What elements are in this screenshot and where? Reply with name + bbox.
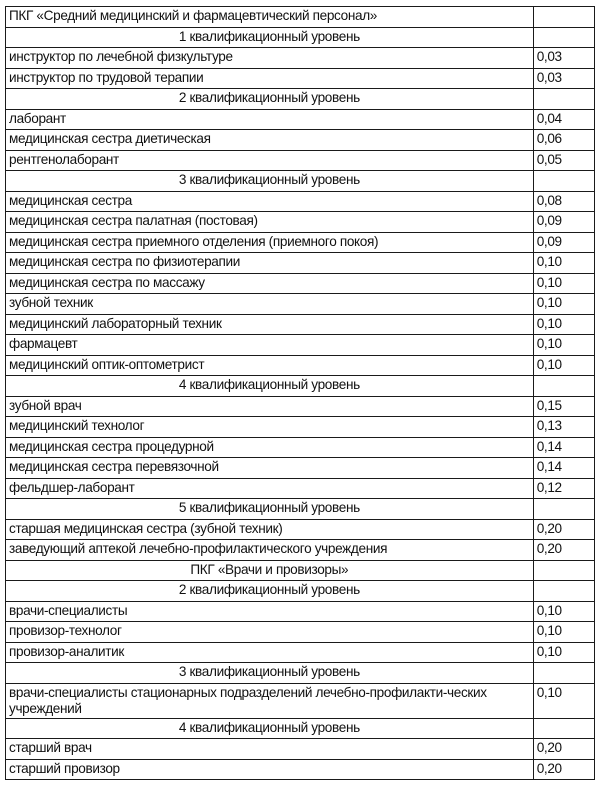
coefficient-value: 0,10: [533, 683, 594, 718]
empty-value-cell: [533, 171, 594, 192]
coefficient-value: 0,10: [533, 355, 594, 376]
table-row: [6, 212, 595, 233]
position-name: медицинская сестра по массажу: [6, 273, 534, 294]
empty-value-cell: [533, 7, 594, 28]
coefficient-value: 0,20: [533, 519, 594, 540]
coefficient-value: 0,09: [533, 212, 594, 233]
coefficient-value: 0,13: [533, 417, 594, 438]
coefficient-value: 0,08: [533, 191, 594, 212]
coefficient-value: 0,10: [533, 273, 594, 294]
coefficient-value: 0,20: [533, 739, 594, 760]
table-row: [6, 335, 595, 356]
table-row: [6, 191, 595, 212]
table-row: [6, 601, 595, 622]
level-header-label: 1 квалификационный уровень: [6, 27, 534, 48]
level-header-row: [6, 376, 595, 397]
level-header-row: [6, 89, 595, 110]
coefficient-value: 0,10: [533, 622, 594, 643]
empty-value-cell: [533, 499, 594, 520]
table-row: [6, 150, 595, 171]
position-name: зубной врач: [6, 396, 534, 417]
position-name: медицинская сестра приемного отделения (приемного покоя): [6, 232, 534, 253]
coefficient-value: 0,05: [533, 150, 594, 171]
coefficient-value: 0,10: [533, 253, 594, 274]
empty-value-cell: [533, 27, 594, 48]
table-row: [6, 540, 595, 561]
table-row: [6, 519, 595, 540]
table-row: [6, 232, 595, 253]
table-row: [6, 109, 595, 130]
coefficient-value: 0,04: [533, 109, 594, 130]
coefficient-value: 0,03: [533, 68, 594, 89]
coefficient-value: 0,20: [533, 540, 594, 561]
empty-value-cell: [533, 560, 594, 581]
position-name: медицинская сестра диетическая: [6, 130, 534, 151]
level-header-label: 2 квалификационный уровень: [6, 89, 534, 110]
position-name: лаборант: [6, 109, 534, 130]
level-header-label: 3 квалификационный уровень: [6, 171, 534, 192]
table-row: [6, 253, 595, 274]
coefficient-value: 0,10: [533, 601, 594, 622]
level-header-label: 5 квалификационный уровень: [6, 499, 534, 520]
position-name: медицинская сестра по физиотерапии: [6, 253, 534, 274]
empty-value-cell: [533, 718, 594, 739]
table-row: [6, 273, 595, 294]
empty-value-cell: [533, 89, 594, 110]
table-row: [6, 68, 595, 89]
position-name: провизор-технолог: [6, 622, 534, 643]
level-header-row: [6, 499, 595, 520]
coefficient-value: 0,10: [533, 335, 594, 356]
empty-value-cell: [533, 663, 594, 684]
level-header-row: [6, 663, 595, 684]
table-row: [6, 642, 595, 663]
group-header-label: ПКГ «Врачи и провизоры»: [6, 560, 534, 581]
position-name: медицинская сестра перевязочной: [6, 458, 534, 479]
empty-value-cell: [533, 376, 594, 397]
position-name: медицинский оптик-оптометрист: [6, 355, 534, 376]
position-name: рентгенолаборант: [6, 150, 534, 171]
position-name: фельдшер-лаборант: [6, 478, 534, 499]
table-row: [6, 355, 595, 376]
level-header-label: 3 квалификационный уровень: [6, 663, 534, 684]
coefficient-value: 0,12: [533, 478, 594, 499]
level-header-row: [6, 581, 595, 602]
coefficient-value: 0,15: [533, 396, 594, 417]
coefficient-value: 0,10: [533, 314, 594, 335]
coefficient-value: 0,10: [533, 642, 594, 663]
table-row: [6, 314, 595, 335]
group-header-row: [6, 7, 595, 28]
position-name: провизор-аналитик: [6, 642, 534, 663]
coefficient-value: 0,10: [533, 294, 594, 315]
position-name: старшая медицинская сестра (зубной техник): [6, 519, 534, 540]
table-row: [6, 437, 595, 458]
position-name: медицинский технолог: [6, 417, 534, 438]
group-header-row: [6, 560, 595, 581]
position-name: заведующий аптекой лечебно-профилактического учреждения: [6, 540, 534, 561]
position-name: старший провизор: [6, 759, 534, 780]
level-header-row: [6, 718, 595, 739]
coefficient-value: 0,06: [533, 130, 594, 151]
table-row: [6, 130, 595, 151]
coefficient-value: 0,14: [533, 458, 594, 479]
level-header-row: [6, 27, 595, 48]
position-name: медицинская сестра процедурной: [6, 437, 534, 458]
table-row: [6, 48, 595, 69]
table-row: [6, 739, 595, 760]
position-name: старший врач: [6, 739, 534, 760]
empty-value-cell: [533, 581, 594, 602]
position-name: инструктор по лечебной физкультуре: [6, 48, 534, 69]
table-row: [6, 478, 595, 499]
table-row: [6, 683, 595, 718]
coefficient-value: 0,14: [533, 437, 594, 458]
table-row: [6, 458, 595, 479]
position-name: медицинская сестра палатная (постовая): [6, 212, 534, 233]
position-name: фармацевт: [6, 335, 534, 356]
level-header-label: 4 квалификационный уровень: [6, 376, 534, 397]
qualification-table: [5, 6, 595, 780]
position-name: врачи-специалисты: [6, 601, 534, 622]
level-header-label: 4 квалификационный уровень: [6, 718, 534, 739]
group-header-label: ПКГ «Средний медицинский и фармацевтический персонал»: [6, 7, 534, 28]
position-name: медицинский лабораторный техник: [6, 314, 534, 335]
position-name: инструктор по трудовой терапии: [6, 68, 534, 89]
position-name: зубной техник: [6, 294, 534, 315]
level-header-row: [6, 171, 595, 192]
coefficient-value: 0,20: [533, 759, 594, 780]
coefficient-value: 0,09: [533, 232, 594, 253]
table-row: [6, 294, 595, 315]
table-row: [6, 759, 595, 780]
coefficient-value: 0,03: [533, 48, 594, 69]
position-name: медицинская сестра: [6, 191, 534, 212]
table-row: [6, 622, 595, 643]
table-row: [6, 396, 595, 417]
position-name: врачи-специалисты стационарных подразделений лечебно-профилакти-ческих учреждений: [6, 683, 534, 718]
table-body: [6, 7, 595, 780]
table-row: [6, 417, 595, 438]
level-header-label: 2 квалификационный уровень: [6, 581, 534, 602]
